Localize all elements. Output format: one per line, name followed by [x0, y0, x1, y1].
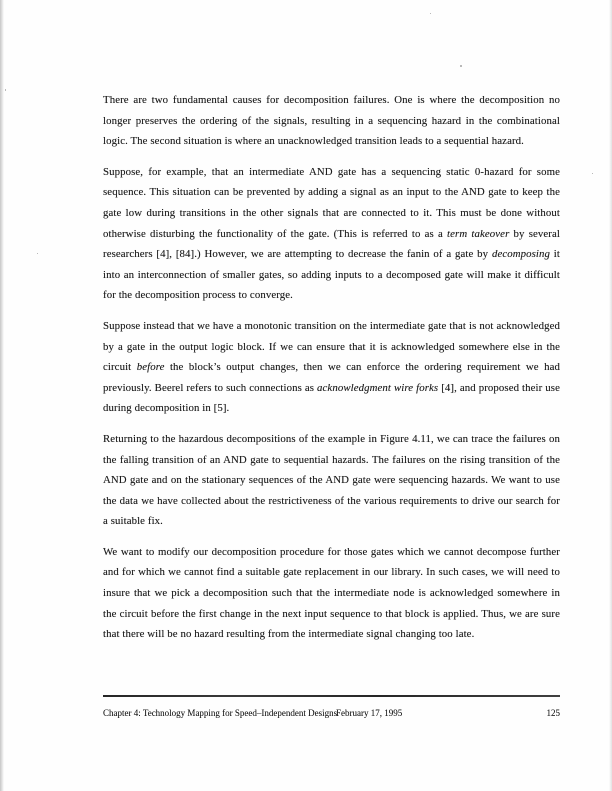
page-number: 125	[546, 708, 560, 718]
scan-speck	[430, 13, 431, 14]
italic-text-segment: decomposing	[491, 248, 551, 261]
text-segment: by several researchers [4], [84].) However, we are attempting to decrease the fanin of a gate by	[103, 227, 560, 261]
italic-text-segment: term takeover	[447, 227, 510, 240]
italic-text-segment: acknowledgment wire forks	[317, 381, 439, 394]
scan-speck	[460, 65, 462, 67]
paragraph	[103, 162, 560, 306]
paragraph	[103, 316, 560, 419]
footer-date: February 17, 1995	[336, 708, 403, 718]
paragraph	[103, 429, 560, 532]
text-segment: it into an interconnection of smaller gates, so adding inputs to a decomposed gate will make it difficult for the decomposition process to converge.	[103, 248, 560, 302]
scan-speck	[592, 173, 593, 174]
paragraph	[103, 542, 560, 645]
italic-text-segment: before	[136, 361, 165, 374]
body-text	[103, 90, 560, 645]
text-segment: Suppose instead that we have a monotonic transition on the intermediate gate that is not acknowledged by a gate in the output logic block. If we can ensure that it is acknowledged somewhere else in the circuit	[103, 319, 560, 374]
text-segment: Returning to the hazardous decompositions of the example in Figure 4.11, we can trace the failures on the falling transition of an AND gate to sequential hazards. The failures on the rising transition of the AND gate and on the stationary sequences of the AND gate were sequencing hazards. We want to use the data we have collected about the restrictiveness of the various requirements to drive our search for a suitable fix.	[103, 432, 560, 528]
text-segment: the block’s output changes, then we can enforce the ordering requirement we had previously. Beerel refers to such connections as	[103, 361, 560, 394]
text-segment: [4], and proposed their use during decomposition in [5].	[103, 381, 561, 415]
text-segment: We want to modify our decomposition procedure for those gates which we cannot decompose further and for which we cannot find a suitable gate replacement in our library. In such cases, we will need to insure that we pick a decomposition such that the intermediate node is acknowledged somewhere in the circuit before the first change in the next input sequence to that block is applied. Thus, we are sure that there will be no hazard resulting from the intermediate signal changing too late.	[103, 545, 560, 641]
text-segment: Suppose, for example, that an intermediate AND gate has a sequencing static 0-hazard for some sequence. This situation can be prevented by adding a signal as an input to the AND gate to keep the gate low during transitions in the other signals that are connected to it. This must be done without otherwise disturbing the functionality of the gate. (This is referred to as a	[103, 165, 560, 240]
scan-edge-artifact-left	[0, 0, 4, 791]
scan-speck	[37, 253, 38, 254]
scan-speck	[5, 89, 6, 91]
text-segment: There are two fundamental causes for decomposition failures. One is where the decomposition no longer preserves the ordering of the signals, resulting in a sequencing hazard in the combinational logic. The second situation is where an unacknowledged transition leads to a sequential hazard.	[103, 94, 560, 148]
footer-rule	[103, 695, 560, 697]
page-footer	[103, 707, 560, 721]
footer-chapter-title: Chapter 4: Technology Mapping for Speed–Independent Designs	[103, 708, 338, 718]
paragraph	[103, 90, 560, 152]
